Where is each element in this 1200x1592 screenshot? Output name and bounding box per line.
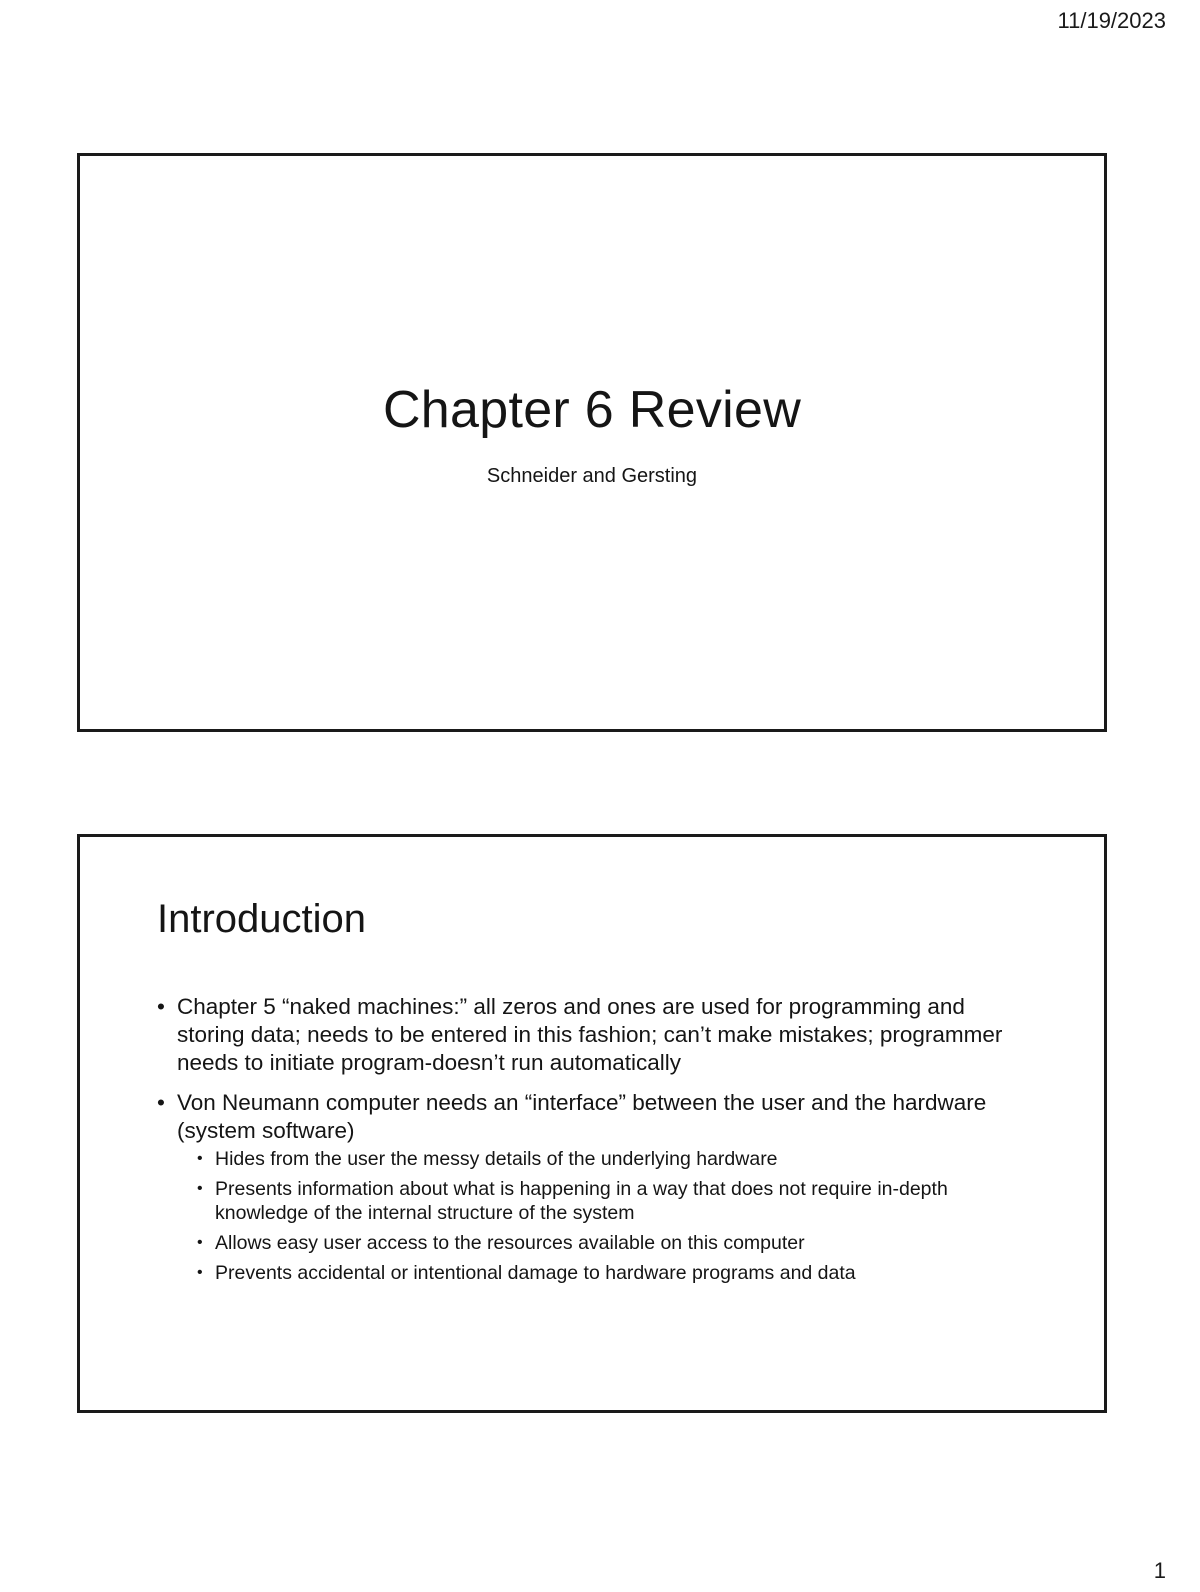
sub-bullet-item: • Hides from the user the messy details of the underlying hardware (197, 1147, 1037, 1171)
slide-subtitle: Schneider and Gersting (486, 465, 698, 487)
bullet-text: Chapter 5 “naked machines:” all zeros and ones are used for programming and storing data; needs to be entered in this fashion; can’t make mistakes; programmer needs to initiate program-doesn’t run automatically (177, 994, 1003, 1075)
sub-bullet-list (197, 1147, 1037, 1285)
bullet-list (157, 993, 1037, 1297)
sub-bullet-item: • Prevents accidental or intentional damage to hardware programs and data (197, 1261, 1037, 1285)
slide-heading: Introduction (157, 897, 367, 941)
bullet-item (157, 1089, 1037, 1285)
sub-bullet-item: • Presents information about what is happening in a way that does not require in-depth knowledge of the internal structure of the system (197, 1177, 1037, 1225)
page-number: 1 (1153, 1558, 1166, 1583)
slide-title: Chapter 6 Review (382, 381, 802, 439)
introduction-slide (77, 834, 1107, 1413)
page-date: 11/19/2023 (1057, 8, 1166, 33)
title-slide (77, 153, 1107, 732)
bullet-text: Von Neumann computer needs an “interface” between the user and the hardware (system software) (177, 1090, 987, 1143)
bullet-item (157, 993, 1037, 1077)
sub-bullet-item: • Allows easy user access to the resources available on this computer (197, 1231, 1037, 1255)
